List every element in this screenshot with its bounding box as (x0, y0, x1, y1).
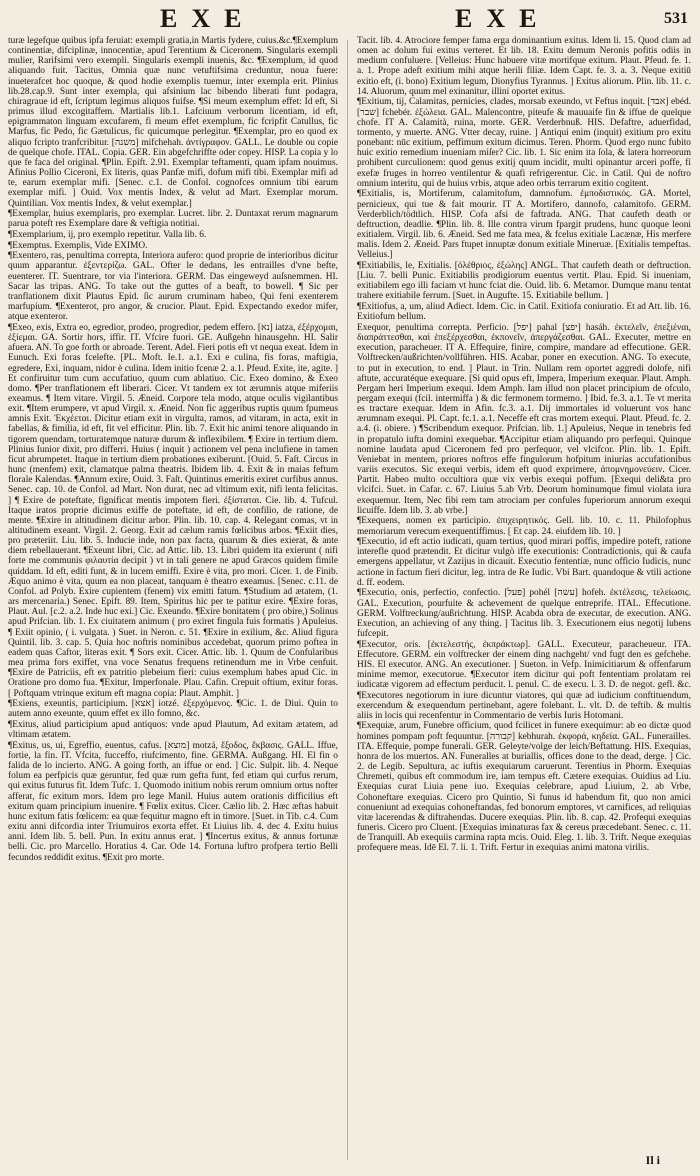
entry-executor: ¶Executor, oris. [ἐκτελεστής, ἐκπράκτωρ]. GALL. Executeur, paracheueur. ITA. Effecutore. GERM. ein volftrecker der einem ding nachgeht/ vnd fugt den es gefchehe. HIS. El executor. ANG. An executioner. ] Sueton. in Vefp. Inimicitiarum & offenfarum minime memor, executorue. ¶Executor item dicitur qui poft fententiam prolatam rei iudicatæ vigorem ad effectum perducit. l. penul. C. de execu. l. 3. D. de negot. gefl. &c. ¶Executores negotiorum in iure dicuntur viatores, qui quæ ad iudicium conftituendum, exercendum & exequendum pertinebant, agere folebant. L. vlt. D. de teftib. & multis aliis in locis qui recenfentur in Commentario de verbis Iuris Hotomani. (357, 639, 691, 721)
entry-exitiabilis: ¶Exitiabilis, le, Exitialis. [ὀλέθριος, ἐξώλης] ANGL. That caufeth death or deftruction. [Liu. 7. belli Punic. Exitiabilis prodigiorum euentus vertit. Plau. Epid. Si inueniam, exitiabilem ego illi faciam vt hunc fciat die. Ouid. lib. 6. Metamor. Dumque manu tentat trahere exitiabile ferrum. [Suet. in Augufte. 15. Exitiabile bellum. ] (357, 260, 691, 302)
column-divider (347, 40, 348, 1160)
entry-exemplare: ¶Exemplar, huius exemplaris, pro exemplar. Lucret. libr. 2. Duntaxat rerum magnarum parua poteft res Exemplare dare & veftigia notitiai. (8, 209, 338, 230)
entry-exemplum-cont: turæ legefque quibus ipfa feruiat: exempli gratia,in Martis fydere, cuius.&c.¶Exemplum continentiæ, difciplinæ, innocentiæ, apud Terentium & Ciceronem. Singularis exempli mulier, Rarifsimi vero exempli. Singularis exempli inuenis, &c. ¶Exemplum, id quod aliquando fuit. Tacitus, Omnia quæ nunc vetuftifsima creduntur, noua fuere: inueterafcet hoc quoque, & quod hodie exemplis tuemur, inter exempla erit. Plinius lib.28.cap.9. Sunt inter exempla, qui afsinium lac bibendo liberati funt podagra, chiragraue id eft, ſcriptum legimus aliquos fuifse. ¶Si meum exemplum effet: Id eft, Si primus illud excogitaffem. Martialis lib.1. Lafciuum verborum licentiam, id eft, epigrammaton linguam excufarem, fi meum effet exemplum, fic fcripfit Catullus, fic Marfus, fic Pedo, fic Gætulicus, fic quicumque perlegitur. ¶Exemplar, pro eo quod ex aliquo fcripto tranfcribitur. [משנה] mifchehah. ἀντίγραφον. GALL. Le double ou copie de quelque chofe. ITAL. Copia. GER. Ein abgefchriffte oder copey. HISP. La copia y lo que fe faca del original. ¶Plin. Epift. 2.91. Exemplar teftamenti, quam ipfam nouimus. Afinius Pollio Ciceroni, Ex literis, quas Panfæ mifi, dofum mifi tibi. Exemplar mifi ad te, earum exemplar mifi. [Senec. c.1. de Confol. cognofces omnium tibi earum exemplar mifi. ] Ouid. Vox mentis Index, & velut ad Mart. Exemplar morum. Quintilian. Vox mentis Index, & velut exemplar.] (8, 36, 338, 209)
entry-exitialis: ¶Exitialis, is, Mortiferum, calamitofum, damnofum. ἐμποδιστικός. GA. Mortel, pernicieux, qui tue & fait mourir. IT A. Mortifero, dannofo, calamitofo. GERM. Verderblich/tödtlich. HISP. Cofa afsi de faftrada. ANG. That caufeth death or deftruction, deadlie. ¶Plin. lib. 8. Ille contra virum fpargit prudens, hunc quoque leoni exitialem. Virgil. lib. 6. Æneid. Sed me fata mea, & fcelus exitiale Lacænæ, His merfere malis. Idem 2. Æneid. Pars ftupet innuptæ donum exitiale Mineruæ. [Exitialis tempeftas. Velleius.] (357, 189, 691, 261)
page-number: 531 (664, 10, 688, 27)
entry-exitus: ¶Exitus, us, ui, Egreffio, euentus, cafus. [מוצא] motzá, ἔξοδος, ἔκβασις. GALL. Iffue, fortie, la fin. IT. Vfcita, fucceffo, riufcimento, fine. GERMA. Außgang. HI. El fin o falida de lo incierto. ANG. A going forth, an iffue or end. ] Cic. Sulpit. lib. 4. Neque folum ea perfpicis quæ geruntur, fed quæ rum gefta funt, fed etiam qui curfus rerum, qui exitus futurus fit. Idem Tufc. 1. Quomodo initium nobis rerum omnium ortus nofter afferat, fic exitum mors. Idem pro lege Manil. Huius autem orationis difficilius eft exitum quam principium inuenire. ¶ Fœlix exitus. Cicer. Cælio lib. 2. Hæc æftas habuit hunc exitum fatis fœlicem: ea quæ fequitur magno eft in timore. [Suet. in Tib. c.4. Cum exitu anni difcordia inter Triumuiros exorta effet. Et Liuius lib. 4. dec 4. Exitu huius anni. Idem lib. 5. bell. Pun. In exitu annus erat. ] ¶Incertus exitus, & annus fortunæ belli. Cic. pro Marcello. Horatius 4. Car. Ode 14. Fortuna luftro profpera tertio Belli fecundos reddidit exitus. ¶Exit pro morte. (8, 740, 338, 863)
header-right-word: EXE (455, 4, 551, 33)
header-left-word: EXE (160, 4, 256, 33)
entry-exequor: Exequor, penultima correpta. Perficio. [יפל] pahal [יפצ] hasáh. ἐκτελεῖν, ἐπεξιέναι, διαπράττεσθαι, καὶ ἐπεξέρχεσθαι, ἐκπονεῖν, ἀπεργάζεσθαι. GAL. Executer, mettre en execution, paracheuer. IT A. Effequire, finire, compire, mandare ad effecutione. GER. Volftrecken/außrichten/vollführen. HIS. Acabar, poner en execution. ANG. To execute, to put in execution, to end. ] Plaut. in Trin. Nullam rem oportet aggredi dolofe, nifi aftute, accuratéque exequare. [Si quid opus eft, Impera, Imperium exequar. Plaut. Amph. Pergam heri Imperium exequi. Idem Amph. Iam illud non placet principium de ofculo, pergam exequi (fcil. intermiffa ) & dic fermonem tormemo. ] Ibid. fe.3. a.1. Te vt merita es tractare exequar. Idem in Afin. fc.3. a.1. Dij immortales id voluerunt vos hanc ærumnam exequi. Pl. Capt. fc.1. a.1. Neceffe eft cras mortem exequi. Plaut. Pfeud. fc. 2. a.4. (i. obiere. ) ¶Scribendum exequor. Prifcian. lib. 1.] Apuleius, Neque in tenebris fed in propatulo iufta domini exequebar. ¶Accipitur etiam aliquando pro perfequi. Quinque nomine laudata apud Ciceronem fed pro perfequor, vel vlcifcor. Plin. lib. 1. Epift. Veniebat in mentem, priores noftros effe fingulorum hofpitum iniurias accufationibus variis executos. Sic exequi verbis, idem eft quod exprimere, ἀπομνημονεύειν. Cicer. Partit. Habeo multo occultiora quæ vix verbis exequi poffum. [Exequi deli&ta pro vlcifci. Suet. in Cafar. c. 67. Liuius 5.ab Vrb. Deorum hominumque fimul violata iura exequemur. Item, Nec fibi rem tam atrociam per confules fuperiorum annorum exequi licuiffe. Idem lib. 3. ab vrbe.] (357, 322, 691, 516)
left-column (8, 36, 338, 1160)
running-header (0, 0, 700, 36)
entry-executio-juris: ¶Executio, id eft actio iudicati, quam tertius, quod mirari poffis, impedire poteft, ratione interefle quod prætendit. Et dicitur vulgò iffe executionis: Contradictionis, qui & caufa emergens appellatur, vt Zazijus in dicauit. Executio fententiæ, nunc officio Iudicis, nunc actione in factum fieri dicitur, leg. intra de Re Iudic. Vbi Bart. quandoque & vtili actione d. ff. eodem. (357, 537, 691, 588)
entry-exemptus: ¶Exemptus. Exemplis, Vide EXIMO. (8, 240, 148, 251)
entry-exequens: ¶Exequens, nomen ex participio. ἐπιχειρητικός. Gell. lib. 10. c. 11. Philofophus memoriarum verecum exequentiffimus. [ Et cap. 24. eiufdem lib. 10. ] (357, 516, 691, 537)
entry-executio: ¶Executio, onis, perfectio, confectio. [פעל] pohél [עשה] hofeh. ἐκτέλεσις, τελείωσις. GAL. Execution, pourfuite & achevement de quelque entreprife. ITAL. Effecutione. GERM. Volftreckung/außrichtung. HISP. Acabda obra de executar, de execution. ANG. Execution, an achieving of any thing. ] Tacitus lib. 3. Executionem eius negotij lubens fufcepit. (357, 588, 691, 640)
catchword: Il i (645, 1153, 660, 1167)
entry-exeo: ¶Exeo, exis, Extra eo, egredior, prodeo, progredior, pedem effero. [נא] iatza, ἐξέρχομαι, ἐξίεμαι. GA. Sortir hors, iffir. IT. Vfcire fuori. GE. Außgehn hinausgehn. HI. Salir afuera. AN. To goe forth or abroade. Terent. Adel. Fieri potis eft vt nequa exeat. Idem in Eunuch. Exi foras fcelefte. [PL. Moft. Ie.1. a.1. Exi e culina, fis foras, maftigia, egredere, Exi, inquam, nidor è culina. Idem initio fcenæ 2. a.1. Pfeud. Exite, ite, agite. ] Et confiruitur tum cum accufatiuo, quum cum ablatiuo. Cic. Exeo domino, & Exeo domo. ¶Per tranflationem eft liberari. Cicer. Vt tandem ex tot ærumnis atque miferiis exeamus. ¶ Item vitare. Virgil. 5. Æneid. Corpore tela modo, atque oculis vigilantibus exit. ¶Item erumpere, vt apud Virgil. x. Æneid. Non fic aggeribus ruptis quum fpumeus amnis Exit. Ἐκχέεται. Dicitur etiam exit in virgulta, ramos, ad vitaram, in acta, exit in fabellas, & fimilia, id eft, fit vel efficitur. Plin. lib. 7. Exit hic animi tenore aliquando in tigorem quendam, torturatemque naturæ durum & inflexibilem. ¶ Exire in tertium diem. Plinius Iunior dixit, pro differri. Huius ( inquit ) actionem vel pena inclufiene in tamen ficut abrumpetet. Itaque in tertium diem probationes exiberunt. [Ouid. 5. Faſt. Circus in hunc (menfem) exit, clamatque palma theatris. Ibidem lib. 4. Exit & in maias feftum florale Kalendas. ¶Annum exire, Ouid. 3. Faſt. Quintinus emeritis exiret curfibus annus. Senec. cap. 10. de Confol. ad Mart. Non durat, nec ad vltimum exit, nifi lenta felicitas. ] ¶ Exire de poteftate, fignificat mentis impotem fieri. ἐξίσταται. Cie. lib. 4. Tufcul. Itaque iratos proprie dicimus exiffe de poteftate, id eft, de confilio, de ratione, de mente. ¶Exire in altitudinem dicitur arbor. Plin. lib. 10. cap. 4. Relegant comas, vt in altitudinem exeant. Virgil. 2. Georg. Exit ad cælum ramis fœlicibus arbos. ¶Exiit dies, pro præteriit. Liu. lib. 5. Inducie inde, non pax facta, quarum & dies exierat, & ante diem rebellauerant. ¶Exeunt libri, Cic. ad Attic. lib. 13. Libri quidem ita exierunt ( nifi forte me communis φιλαυτία decipit ) vt in tali genere ne apud Græcos quidem fimile quiddam. Id eft, editi funt, & in lucem emiffi. Exire è vita, pro mori. Cicer. 1. de Finib. Æquo animo è vita, quum ea non placeat, tanquam è theatro exeamus. [Senec. c.11. de Confol. ad Polyb. Exire cupientem (fenem) vix emitti fatum. ¶Studium ad ætatem, (1. ars mercenaria.) Senec. Epift. 89. Item, Spiritus hic per te patitur exire. ¶Exire foras, Plaut. Aul. [c.2. a.2. Inde huc exi.] Cic. Exeundo. ¶Exire bonitatem ( pro obire,) Solinus apud Prifcian. lib. 1. Ex ciuitatem animum ( pro exiret fingula fuis formatis ) Apuleius. ¶ Exiit opinio, ( i. vulgata. ) Suet. in Neron. c. 51. ¶Exire in exilium, &c. Aliud figura Quintil. lib. 3. cap. 5. Quia hoc noftris nominibus accedebat, quorum primo poftea in eadem quas Caftor, literas exit. ¶ Sors exit. Cicer. Attic. lib. 1. Quum de Confularibus mea prima fors exiffet, vna voce Senatus frequens retinendum me in Vrbe cenfuit. ¶Exire de Patriciis, eft ex patritio plebeium fieri: cuius exemplum habes apud Cic. in Oratione pro domo fua. ¶Exitur, Imperfonale. Plau. Cafin. Crepuit oftium, exitur foras. [ Poftquam vtrinque exitum eft magna copia: Plaut. Amphit. ] (8, 322, 338, 699)
entry-exitium: ¶Exitium, tij, Calamitas, pernicies, clades, morsab exeundo, vt Feftus inquit. [אבד] ebéd. [שבר] fchebér. ἐξώλεια. GAL. Malencontre, piteufe & mauuaife fin & iffue de quelque chofe. IT A. Calamità, ruina, morte. GER. Verderbnuß. HIS. Defaftre, aduerfidad, tormento, y muerte. ANG. Vtter decay, ruine. ] Antiqui enim (inquit) exitium pro exitu ponebant: nūc exitium, peffimum exitum dicimus. Teren. Phorm. Quod ergo nunc fubito huic exitio remedium inueniam miſer? Cic. lib. 1. Sic enim ita ſola, & latera horreorum prohibent curculionem: quod genus exitij quum incidit, multi opinantur arceri poffe, fi exefæ fruges in horreo ventilentur & quafi refrigerentur. Cic. in Catil. Qui de noftro omnium interitu, qui de huius vrbis, atque adeo orbis terrarum exitio cogitent. (357, 97, 691, 189)
entry-exemplarium: ¶Exemplarium, ij, pro exemplo repetitur. Valla lib. 6. (8, 229, 207, 240)
entry-exentero: ¶Exentero, ras, penultima correpta, Interiora aufero: quod proprie de interioribus dicitur quum apparantur. ἐξεντερίζω. GAL. Ofter le dedans, les entrailles d'vne befte, euenterer. IT. Suentrare, tor via l'interiora. GERM. Das eingeweyd auſsnemmen. HI. Sacar las tripas. ANG. To take out the guttes of a beaft, to bowell. ¶ Sic per tranflationem dixit Plautus Epid. ſic aurum cruminam habeo, Qui feni exenterem marfupium. ¶Exenterot, pro angor, & crucior. Plaut. Epid. Expectando exedor mifer, atque exenteror. (8, 251, 338, 323)
right-column (357, 36, 691, 1160)
entry-exiens: ¶Exiens, exeuntis, participium. [אצא] iotzé. ἐξερχόμενος. ¶Cic. 1. de Diui. Quin to autem anno exeunte, quum effet ex illo fomno, &c. (8, 699, 338, 720)
entry-exitus-cont: Tacit. lib. 4. Atrociore femper fama erga dominantium exitus. Idem li. 15. Quod clam ad omen ac dolum fui exitus verteret. Et lib. 18. Exitu demum Neronis pofitis odiis in medium confuluere. [Velleius: Hunc habuere vitæ mortifque exitum. Plaut. Pfeud. fe. 1. a. 1. Prope adeft exitium mihi atque herili filiæ. Idem Capt. fe. 3. a. 3. Neque exitiū exitio eft, (i. bono) Exitium legum, Dionyfius Tyrannus. ] Exitus aliorum. Plin. lib. 11. c. 14. Aluorum, quum mel exinanitur, illini oportet exitus. (357, 36, 691, 97)
entry-exequiae: ¶Exequiæ, arum, Funebre officium, quod fcilicet in funere exequimur: ab eo dictæ quod homines pompam poft fequuntur. [קבורה] kebhurah. ἐκφορά, κηδεία. GAL. Funerailles. ITA. Effequie, pompe funerali. GER. Geleyte/volge der leich/Beftattung. HIS. Exequias, honra de los muertos. AN. Funeralles at buriallis, offices done to the dead, derge. ] Cic. 2. de Legib. Sepultura, ac iuftis exequiarum caruerunt. Terentius in Phorm. Exequias Chremeti, quibus eft commodum ire, iam tempus eft. Cætere exequias. Ouidius ad Liu. Exequias curat Liuia pene iuo. Exequias celebrare, apud Liuium, 2. ab Vrbe, Cohoneftare exequias. Cicero pro Quintio, Si funus id habendum fit, quo non amici conueniunt ad exequias cohoneftandas, fed bonorum emptores, vt carnifices, ad reliquias vitæ lacerendas & diftrahendas. Ducere exequias. Plin. lib. 8. cap. 42. Profequi exequias funeris. Cicero pro Cluent. [Exequias iminaturas fax & cereus præcedebant. Senec. c. 11. de Tranquill. Ab exequiis carmina rapta mcis. Ouid. Eleg. 1. lib. 3. Trift. Neque exequias profequere meas. Idē El. 7. li. 1. Trift. Fertur in exequias animi matona virilis. (357, 721, 691, 854)
entry-exitus-participle: ¶Exitus, aliud participium apud antiquos: vnde apud Plautum, Ad exitam ætatem, ad vltimam ætatem. (8, 719, 338, 741)
entry-exitiosus: ¶Exitiofus, a, um, aliud Adiect. Idem. Cic. in Catil. Exitiofa coniuratio. Et ad Att. lib. 16. Exitiofum bellum. (357, 302, 691, 323)
